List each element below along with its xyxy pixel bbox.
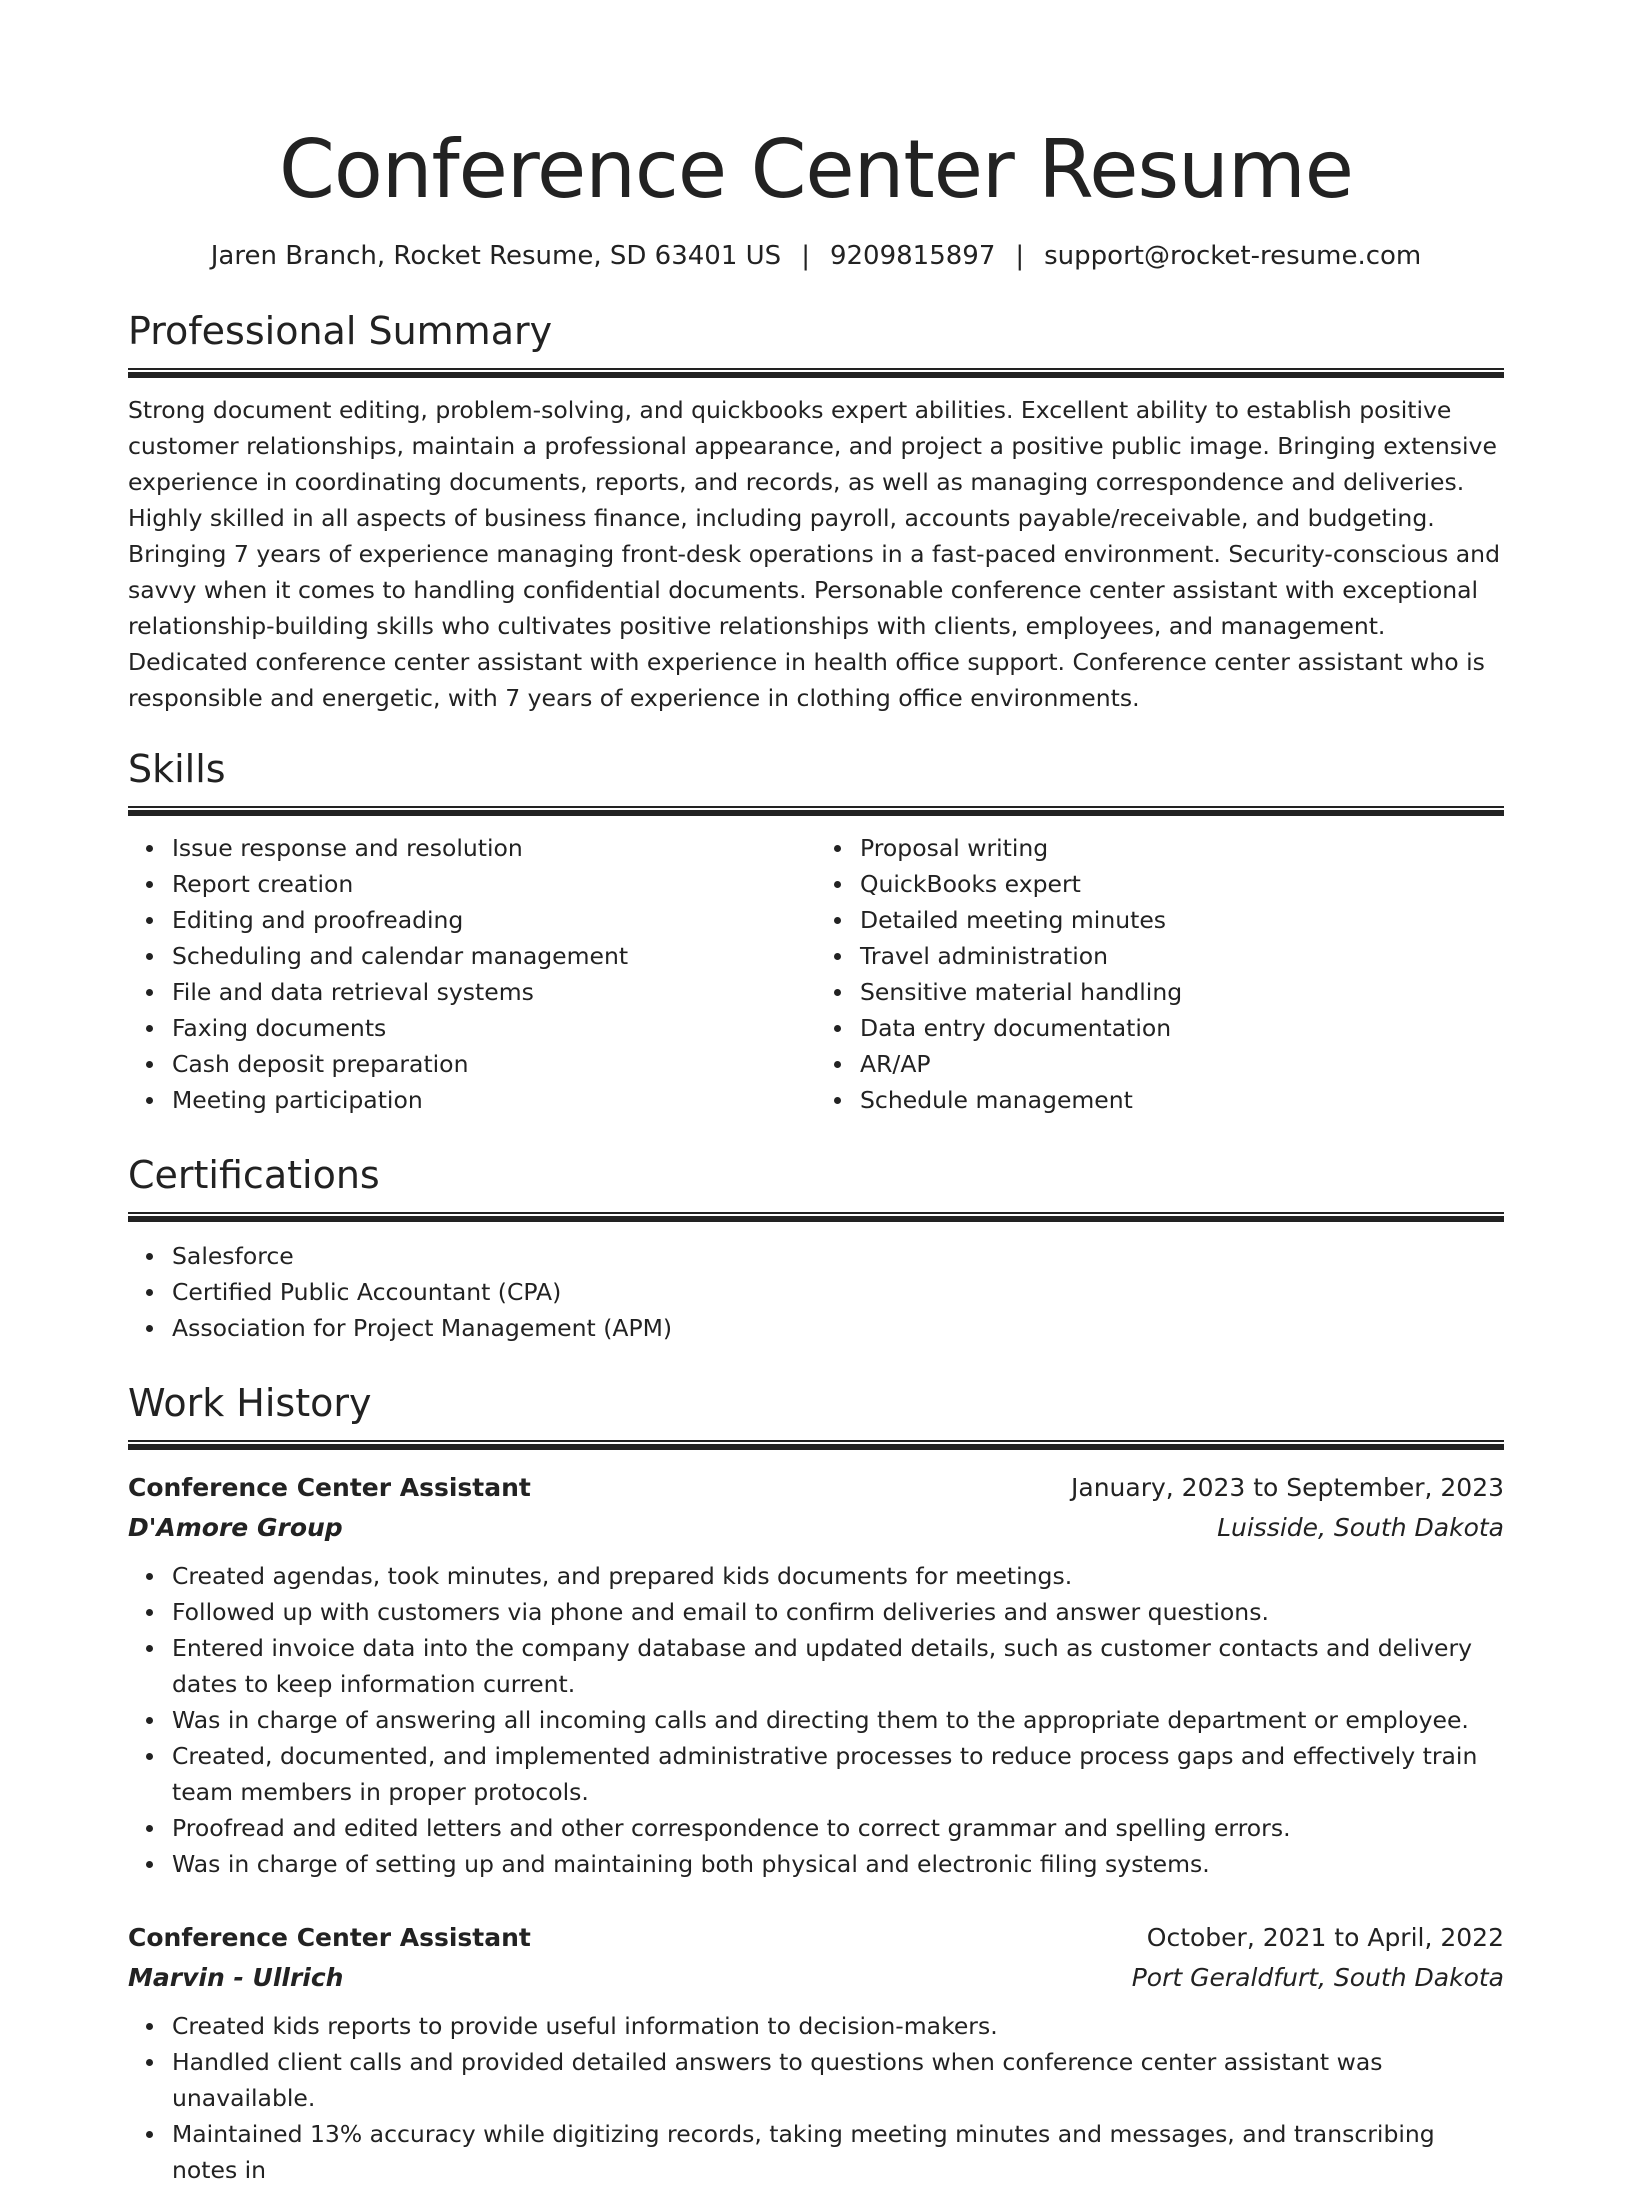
- skill-item: Schedule management: [860, 1082, 1504, 1118]
- certifications-section: [128, 1152, 1504, 1346]
- certification-item: Association for Project Management (APM): [172, 1310, 1504, 1346]
- professional-summary-section: [128, 308, 1504, 716]
- contact-email: support@rocket-resume.com: [1044, 241, 1422, 271]
- job-location: Port Geraldfurt, South Dakota: [1131, 1963, 1504, 1992]
- resume-page: [128, 0, 1504, 2188]
- skills-section: [128, 746, 1504, 1118]
- work-history-section: [128, 1380, 1504, 2188]
- contact-line: [128, 238, 1504, 274]
- job-location: Luisside, South Dakota: [1217, 1513, 1504, 1542]
- section-heading-work-history: Work History: [128, 1381, 372, 1425]
- skill-item: File and data retrieval systems: [172, 974, 816, 1010]
- summary-text: Strong document editing, problem-solving, and quickbooks expert abilities. Excellent ability to establish positive customer relationships, maintain a professional appearance, and project a positive public image. Bringing extensive experience in coordinating documents, reports, and records, as well as managing correspondence and deliveries. Highly skilled in all aspects of business finance, including payroll, accounts payable/receivable, and budgeting. Bringing 7 years of experience managing front-desk operations in a fast-paced environment. Security-conscious and savvy when it comes to handling confidential documents. Personable conference center assistant with exceptional relationship-building skills who cultivates positive relationships with clients, employees, and management. Dedicated conference center assistant with experience in health office support. Conference center assistant who is responsible and energetic, with 7 years of experience in clothing office environments.: [128, 396, 1500, 712]
- section-heading-summary: Professional Summary: [128, 309, 553, 353]
- job-duty-item: Entered invoice data into the company database and updated details, such as customer contacts and delivery dates to keep information current.: [172, 1630, 1504, 1702]
- job-duties-list: [128, 1558, 1504, 1882]
- job-dates: October, 2021 to April, 2022: [1146, 1923, 1504, 1952]
- job-duty-item: Handled client calls and provided detailed answers to questions when conference center assistant was unavailable.: [172, 2044, 1504, 2116]
- job-duty-item: Was in charge of answering all incoming calls and directing them to the appropriate department or employee.: [172, 1702, 1504, 1738]
- skill-item: Sensitive material handling: [860, 974, 1504, 1010]
- job-duty-item: Maintained 13% accuracy while digitizing records, taking meeting minutes and messages, and transcribing notes in: [172, 2116, 1504, 2188]
- skill-item: Report creation: [172, 866, 816, 902]
- contact-separator: |: [1015, 241, 1025, 271]
- skill-item: Scheduling and calendar management: [172, 938, 816, 974]
- job-header-row: [128, 1468, 1504, 1508]
- skills-columns: [128, 830, 1504, 1118]
- skill-item: Meeting participation: [172, 1082, 816, 1118]
- job-duty-item: Created kids reports to provide useful information to decision-makers.: [172, 2008, 1504, 2044]
- skill-item: AR/AP: [860, 1046, 1504, 1082]
- resume-title: Conference Center Resume: [278, 123, 1353, 216]
- job-duty-item: Followed up with customers via phone and email to confirm deliveries and answer questions.: [172, 1594, 1504, 1630]
- contact-phone: 9209815897: [829, 241, 996, 271]
- skill-item: Travel administration: [860, 938, 1504, 974]
- contact-address: Jaren Branch, Rocket Resume, SD 63401 US: [210, 241, 782, 271]
- section-divider: [128, 1212, 1504, 1222]
- certification-item: Salesforce: [172, 1238, 1504, 1274]
- job-company: Marvin - Ullrich: [128, 1963, 344, 1992]
- section-heading-certifications: Certifications: [128, 1153, 380, 1197]
- certification-item: Certified Public Accountant (CPA): [172, 1274, 1504, 1310]
- skills-list-right: [816, 830, 1504, 1118]
- job-dates: January, 2023 to September, 2023: [1071, 1473, 1504, 1502]
- skill-item: QuickBooks expert: [860, 866, 1504, 902]
- job-header-row: [128, 1918, 1504, 1958]
- skills-list-left: [128, 830, 816, 1118]
- skill-item: Issue response and resolution: [172, 830, 816, 866]
- job-subheader-row: [128, 1508, 1504, 1548]
- job-duty-item: Created agendas, took minutes, and prepared kids documents for meetings.: [172, 1558, 1504, 1594]
- section-divider: [128, 1440, 1504, 1450]
- job-duty-item: Created, documented, and implemented administrative processes to reduce process gaps and effectively train team members in proper protocols.: [172, 1738, 1504, 1810]
- certifications-list: [128, 1238, 1504, 1346]
- job-duty-item: Was in charge of setting up and maintaining both physical and electronic filing systems.: [172, 1846, 1504, 1882]
- skill-item: Detailed meeting minutes: [860, 902, 1504, 938]
- section-divider: [128, 806, 1504, 816]
- section-heading-skills: Skills: [128, 747, 226, 791]
- job-duties-list: [128, 2008, 1504, 2188]
- job-title: Conference Center Assistant: [128, 1473, 531, 1502]
- skill-item: Proposal writing: [860, 830, 1504, 866]
- skill-item: Faxing documents: [172, 1010, 816, 1046]
- job-entry: [128, 1918, 1504, 2188]
- job-title: Conference Center Assistant: [128, 1923, 531, 1952]
- skill-item: Data entry documentation: [860, 1010, 1504, 1046]
- section-divider: [128, 368, 1504, 378]
- job-company: D'Amore Group: [128, 1513, 343, 1542]
- job-subheader-row: [128, 1958, 1504, 1998]
- job-entry: [128, 1468, 1504, 1882]
- skill-item: Cash deposit preparation: [172, 1046, 816, 1082]
- contact-separator: |: [801, 241, 810, 271]
- skill-item: Editing and proofreading: [172, 902, 816, 938]
- job-duty-item: Proofread and edited letters and other correspondence to correct grammar and spelling errors.: [172, 1810, 1504, 1846]
